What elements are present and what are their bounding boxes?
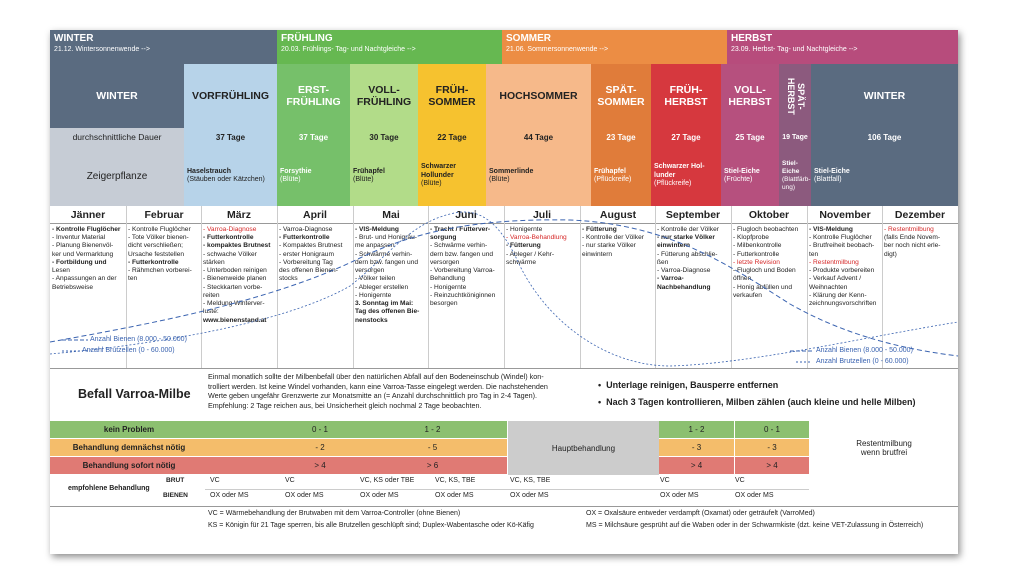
task-line: schwärme — [506, 258, 537, 266]
plant-sub: (Blüte) — [280, 176, 301, 183]
plant-fruehsommer — [418, 146, 486, 206]
season-spring — [277, 30, 502, 64]
task-line: - Unterboden reinigen — [203, 267, 267, 275]
phase-label: FRÜH- HERBST — [664, 83, 708, 108]
task-line: verkaufen — [733, 291, 762, 299]
phase-fruehherbst — [651, 64, 721, 128]
legend-ks: KS = Königin für 21 Tage sperren, bis alle Brutzellen geschlüpft sind; Duplex-Wabentasche oder Kö-Käfig — [208, 522, 534, 529]
task-line: - nur starke Völker — [582, 242, 636, 250]
task-line: ten — [128, 275, 138, 283]
task-line: nenstocks — [355, 316, 388, 324]
legend-ms: MS = Milchsäure gesprüht auf die Waben oder in der Schwarmkiste (dzt. keine VET-Zulassung in Österreich) — [586, 522, 924, 529]
bienen-treatment: OX oder MS — [735, 492, 774, 499]
plant-sub: (Blüte) — [489, 176, 510, 183]
task-line: - Varroa-Diagnose — [203, 226, 257, 233]
task-line: 3. Sonntag im Mai: — [355, 300, 414, 308]
level-value: > 4 — [208, 457, 432, 474]
restentmilbung-cell — [810, 421, 958, 475]
duration-vollfruehling: 30 Tage — [350, 128, 418, 146]
task-line: - Honig abfüllen und — [733, 283, 793, 291]
task-line: - Restentmilbung — [809, 258, 859, 266]
task-line: - Honigernte — [430, 283, 467, 291]
duration-hochsommer: 44 Tage — [486, 128, 591, 146]
level-value: > 4 — [735, 457, 809, 474]
level-value: 0 - 1 — [208, 421, 432, 438]
task-line: - Verkauf Advent / — [809, 275, 862, 283]
empfohlen-label: empfohlene Behandlung — [68, 485, 150, 492]
season-winter — [50, 30, 277, 64]
befall-text-line: Einmal monatlich sollte der Milbenbefall über den natürlichen Abfall auf den Bodeneinschub (Windel) kon- — [208, 372, 544, 381]
task-line: ker und Vermarktung — [52, 250, 114, 258]
plant-name: Stiel-Eiche — [814, 167, 850, 175]
brut-treatment: VC — [285, 477, 295, 484]
brut-treatment: VC, KS, TBE — [510, 477, 551, 484]
brut-treatment: VC — [660, 477, 670, 484]
task-line: Betriebsweise — [52, 283, 94, 291]
season-name: SOMMER — [506, 33, 551, 44]
plant-erstfruehling — [277, 146, 350, 206]
task-line: - Honigernte — [355, 291, 392, 299]
task-line: Nachbehandlung — [657, 283, 711, 291]
task-line: ßen — [657, 258, 669, 266]
befall-bullet-2: • Nach 3 Tagen kontrollieren, Milben zählen (auch kleine und helle Milben) — [598, 397, 916, 407]
task-line: - Reinzuchtköniginnen — [430, 291, 496, 299]
duration-vorfruehling: 37 Tage — [184, 128, 277, 146]
task-line: - Honigernte — [506, 226, 543, 233]
legend-divider — [50, 506, 958, 507]
task-line: - Futterkontrolle — [128, 258, 179, 266]
plant-sub: (Stäuben oder Kätzchen) — [187, 176, 265, 183]
phase-label: SPÄT- HERBST — [785, 77, 806, 115]
task-line: stocks — [279, 275, 298, 283]
level-label: Behandlung demnächst nötig — [50, 439, 208, 456]
bienen-treatment: OX oder MS — [360, 492, 399, 499]
duration-vollherbst: 25 Tage — [721, 128, 779, 146]
plant-hochsommer — [486, 146, 591, 206]
brut-label: BRUT — [166, 477, 185, 484]
task-line: öffnen — [733, 275, 752, 283]
duration-fruehherbst: 27 Tage — [651, 128, 721, 146]
plant-name: Stiel- Eiche — [782, 160, 800, 176]
phase-vorfruehling — [184, 64, 277, 128]
task-line: - VIS-Meldung — [355, 226, 399, 233]
task-line: Lesen — [52, 267, 70, 275]
brut-treatment: VC, KS oder TBE — [360, 477, 415, 484]
task-line: me anpassen — [355, 242, 395, 250]
duration-erstfruehling: 37 Tage — [277, 128, 350, 146]
task-line: Ursache feststellen — [128, 250, 185, 258]
brood-right-label: Anzahl Brutzellen (0 - 60.000) — [816, 358, 909, 365]
plant-vollfruehling — [350, 146, 418, 206]
phase-label: ERST- FRÜHLING — [286, 83, 341, 108]
phase-label: WINTER — [863, 89, 906, 102]
task-line: - Fortbildung und — [52, 258, 107, 266]
task-line: - nur starke Völker — [657, 234, 715, 242]
task-line: - kompaktes Brutnest — [203, 242, 271, 250]
phase-label: VORFRÜHLING — [192, 89, 269, 102]
befall-text — [208, 372, 548, 410]
task-line: - Tracht / Futterver- — [430, 226, 491, 233]
task-line: - Ableger / Kehr- — [506, 250, 555, 258]
task-line: - erster Honigraum — [279, 250, 334, 258]
phase-label: SPÄT- SOMMER — [597, 83, 645, 108]
plant-sub: (Blüte) — [353, 176, 374, 183]
brut-treatment: VC — [735, 477, 745, 484]
task-line: zeichnungsvorschriften — [809, 300, 877, 308]
month-8-header: August — [580, 206, 656, 224]
month-9-header: September — [655, 206, 731, 224]
task-line: besorgen — [430, 300, 458, 308]
task-line: - Varroa- — [657, 275, 684, 283]
duration-fruehsommer: 22 Tage — [418, 128, 486, 146]
task-line: - Vorbereitung Tag — [279, 258, 333, 266]
task-line: - Schwärme verhin- — [355, 250, 413, 258]
plant-name: Frühapfel — [594, 167, 626, 175]
task-line: - Meldung Winterver- — [203, 300, 265, 308]
task-line: - Milbenkontrolle — [733, 242, 782, 250]
legend-ox: OX = Oxalsäure entweder verdampft (Oxamat) oder geträufelt (VarroMed) — [586, 510, 815, 517]
befall-divider — [50, 368, 958, 369]
phase-fruehsommer — [418, 64, 486, 128]
plant-name: Sommerlinde — [489, 167, 534, 175]
task-line: Behandlung — [430, 275, 466, 283]
task-line: ten — [809, 250, 819, 258]
hauptbehandlung-label: Hauptbehandlung — [551, 443, 616, 453]
hauptbehandlung-cell — [508, 421, 659, 475]
task-line: - Varroa-Diagnose — [657, 267, 711, 275]
task-line: - Klärung der Kenn- — [809, 291, 867, 299]
plant-sub: (Pflückreife) — [654, 180, 692, 188]
task-line: - Klopfprobe — [733, 234, 769, 242]
month-2-header: Februar — [126, 206, 202, 224]
plant-name: Stiel-Eiche — [724, 167, 760, 175]
beekeeping-calendar-sheet — [50, 30, 958, 554]
duration-spaetsommer: 23 Tage — [591, 128, 651, 146]
task-line: - Varroa-Behandlung — [506, 234, 567, 242]
task-line: digt) — [884, 250, 897, 258]
phase-vollfruehling — [350, 64, 418, 128]
task-line: - Flugloch und Boden — [733, 267, 796, 275]
task-line: dicht verschließen; — [128, 242, 183, 250]
bullet-text: Nach 3 Tagen kontrollieren, Milben zählen (auch kleine und helle Milben) — [606, 397, 916, 407]
task-line: einwintern — [582, 250, 613, 258]
duration-winter: 106 Tage — [811, 128, 958, 146]
plant-sub: (Blattfall) — [814, 176, 842, 183]
bienen-treatment: OX oder MS — [510, 492, 549, 499]
level-value: > 6 — [358, 457, 507, 474]
phase-label: VOLL- HERBST — [728, 83, 772, 108]
task-line: - Schwärme verhin- — [430, 242, 488, 250]
month-3-header: März — [201, 206, 277, 224]
befall-text-line: Werte geben ungefähr Grenzwerte zur Monatsmitte an (= Anzahl durchschnittlich pro Tag in 2-4 Tagen). — [208, 391, 538, 400]
task-line: - letzte Revision — [733, 258, 780, 266]
bienen-treatment: OX oder MS — [210, 492, 249, 499]
level-label: Behandlung sofort nötig — [50, 457, 208, 474]
task-line: sorgung — [430, 234, 457, 242]
brood-left-label: Anzahl Brutzellen (0 - 60.000) — [82, 347, 175, 354]
plant-spaetsommer — [591, 146, 651, 206]
level-value: 1 - 2 — [659, 421, 734, 438]
season-name: WINTER — [54, 33, 94, 44]
befall-title: Befall Varroa-Milbe — [78, 387, 191, 401]
month-1-header: Jänner — [50, 206, 126, 224]
bienen-label: BIENEN — [163, 492, 188, 499]
phase-spaetherbst — [779, 64, 811, 128]
task-line: - Steckkarten vorbe- — [203, 283, 263, 291]
treatment-divider — [205, 489, 809, 490]
restentmilbung-sub: wenn brutfrei — [860, 448, 908, 457]
task-line: - Futterkontrolle — [733, 250, 780, 258]
befall-text-line: trolliert werden. Ist keine Windel vorhanden, kann eine Varroa-Tasse eingelegt werden. Die nachstehenden — [208, 381, 548, 391]
task-line: - Kontrolle der Völker — [582, 234, 644, 242]
task-line: - Inventur Material — [52, 234, 106, 242]
task-line: - Restentmilbung — [884, 226, 934, 233]
task-line: - Brut- und Honigräu- — [355, 234, 417, 242]
task-line: dern bzw. fangen und — [355, 258, 419, 266]
task-line: - VIS-Meldung — [809, 226, 853, 233]
task-line: dern bzw. fangen und — [430, 250, 494, 258]
plant-name: Schwarzer Hol- lunder — [654, 163, 705, 179]
task-line: des offenen Bienen- — [279, 267, 338, 275]
task-line: - Vorbereitung Varroa- — [430, 267, 495, 275]
month-10-header: Oktober — [731, 206, 807, 224]
plant-name: Haselstrauch — [187, 167, 231, 175]
task-line: - Rähmchen vorberei- — [128, 267, 192, 275]
season-date: 21.12. Wintersonnenwende --> — [54, 46, 150, 53]
befall-text-line: Empfehlung: 2 Tage reichen aus, bei Unsicherheit gleich nochmal 2 Tage beobachten. — [208, 400, 482, 410]
brut-treatment: VC — [210, 477, 220, 484]
season-autumn — [727, 30, 958, 64]
task-line: - Völker teilen — [355, 275, 396, 283]
level-value: > 4 — [659, 457, 734, 474]
task-line: - Futterkontrolle — [279, 234, 330, 242]
plant-label: Zeigerpflanze — [86, 170, 148, 182]
task-line: - Fütterung abschlie- — [657, 250, 718, 258]
task-line: ber noch nicht erle- — [884, 242, 941, 250]
level-value: 0 - 1 — [735, 421, 809, 438]
bienen-treatment: OX oder MS — [435, 492, 474, 499]
plant-name: Frühapfel — [353, 167, 385, 175]
bienen-treatment: OX oder MS — [660, 492, 699, 499]
month-11-header: November — [807, 206, 883, 224]
task-line: - Varroa-Diagnose — [279, 226, 333, 233]
task-line: - Kontrolle Fluglöcher — [128, 226, 191, 233]
month-5-header: Mai — [353, 206, 429, 224]
task-line: - schwache Völker — [203, 250, 257, 258]
phase-hochsommer — [486, 64, 591, 128]
task-line: - Brutfreiheit beobach- — [809, 242, 875, 250]
phase-vollherbst — [721, 64, 779, 128]
phase-label: HOCHSOMMER — [499, 89, 578, 102]
plant-sub: (Blattfärb- ung) — [782, 176, 811, 191]
plant-name: Schwarzer Hollunder — [421, 163, 457, 179]
level-value: - 3 — [735, 439, 809, 456]
month-6-header: Juni — [428, 206, 504, 224]
level-value: 1 - 2 — [358, 421, 507, 438]
task-line: Tag des offenen Bie- — [355, 308, 420, 316]
season-date: 20.03. Frühlings- Tag- und Nachtgleiche --> — [281, 46, 416, 53]
month-4-header: April — [277, 206, 353, 224]
task-line: - Produkte vorbereiten — [809, 267, 875, 275]
plant-vorfruehling — [184, 146, 277, 206]
phase-winter-end — [811, 64, 958, 128]
level-value: - 3 — [659, 439, 734, 456]
phase-erstfruehling — [277, 64, 350, 128]
plant-vollherbst — [721, 146, 779, 206]
phase-winter — [50, 64, 184, 128]
season-summer — [502, 30, 727, 64]
task-line: Weihnachten — [809, 283, 848, 291]
phase-label: FRÜH- SOMMER — [428, 83, 476, 108]
season-name: HERBST — [731, 33, 773, 44]
task-line: - Kompaktes Brutnest — [279, 242, 343, 250]
task-line: - Fütterung — [506, 242, 541, 250]
duration-label: durchschnittliche Dauer — [72, 132, 162, 142]
season-date: 21.06. Sommersonnenwende --> — [506, 46, 609, 53]
plant-spaetherbst — [779, 146, 811, 206]
plant-sub: (Pflückreife) — [594, 176, 632, 183]
level-value: - 5 — [358, 439, 507, 456]
plant-fruehherbst — [651, 146, 721, 206]
season-name: FRÜHLING — [281, 33, 333, 44]
phase-label: VOLL- FRÜHLING — [356, 83, 412, 108]
task-line: - Bienenweide planen — [203, 275, 267, 283]
task-line: stärken — [203, 258, 225, 266]
bees-left-label: Anzahl Bienen (8.000 - 50.000) — [90, 336, 187, 343]
level-label: kein Problem — [50, 421, 208, 438]
task-line: - Kontrolle der Völker — [657, 226, 719, 233]
plant-name: Forsythie — [280, 167, 312, 175]
task-line: www.bienenstand.at — [203, 316, 267, 324]
bees-right-label: Anzahl Bienen (8.000 - 50.000) — [816, 347, 913, 354]
task-line: versorgen — [355, 267, 385, 275]
plant-winter — [811, 146, 958, 206]
plant-sub: (Früchte) — [724, 176, 753, 183]
task-line: - Kontrolle Fluglöcher — [809, 234, 872, 242]
task-line: - Kontrolle Fluglöcher — [52, 226, 121, 233]
task-line: (falls Ende Novem- — [884, 234, 941, 242]
task-line: - Anpassungen an der — [52, 275, 117, 283]
task-line: - Futterkontrolle — [203, 234, 254, 242]
task-line: - Planung Bienenvöl- — [52, 242, 114, 250]
befall-bullet-1: • Unterlage reinigen, Bausperre entfernen — [598, 380, 779, 390]
phase-label: WINTER — [96, 89, 138, 102]
plant-sub: (Blüte) — [421, 180, 442, 188]
duration-spaetherbst: 19 Tage — [779, 128, 811, 146]
task-line: einwintern — [657, 242, 690, 250]
task-line: - Flugloch beobachten — [733, 226, 799, 233]
bienen-treatment: OX oder MS — [285, 492, 324, 499]
brut-treatment: VC, KS, TBE — [435, 477, 476, 484]
month-12-header: Dezember — [882, 206, 958, 224]
task-line: reiten — [203, 291, 220, 299]
season-date: 23.09. Herbst- Tag- und Nachtgleiche --> — [731, 46, 858, 53]
level-value: - 2 — [208, 439, 432, 456]
restentmilbung-label: Restentmilbung — [856, 439, 912, 448]
task-line: - Tote Völker bienen- — [128, 234, 189, 242]
legend-vc: VC = Wärmebehandlung der Brutwaben mit dem Varroa-Controller (ohne Bienen) — [208, 510, 461, 517]
task-line: luste: — [203, 308, 219, 316]
bullet-text: Unterlage reinigen, Bausperre entfernen — [606, 380, 779, 390]
task-line: - Fütterung — [582, 226, 617, 233]
phase-spaetsommer — [591, 64, 651, 128]
task-line: - Ableger erstellen — [355, 283, 409, 291]
task-line: versorgen — [430, 258, 460, 266]
month-7-header: Juli — [504, 206, 580, 224]
